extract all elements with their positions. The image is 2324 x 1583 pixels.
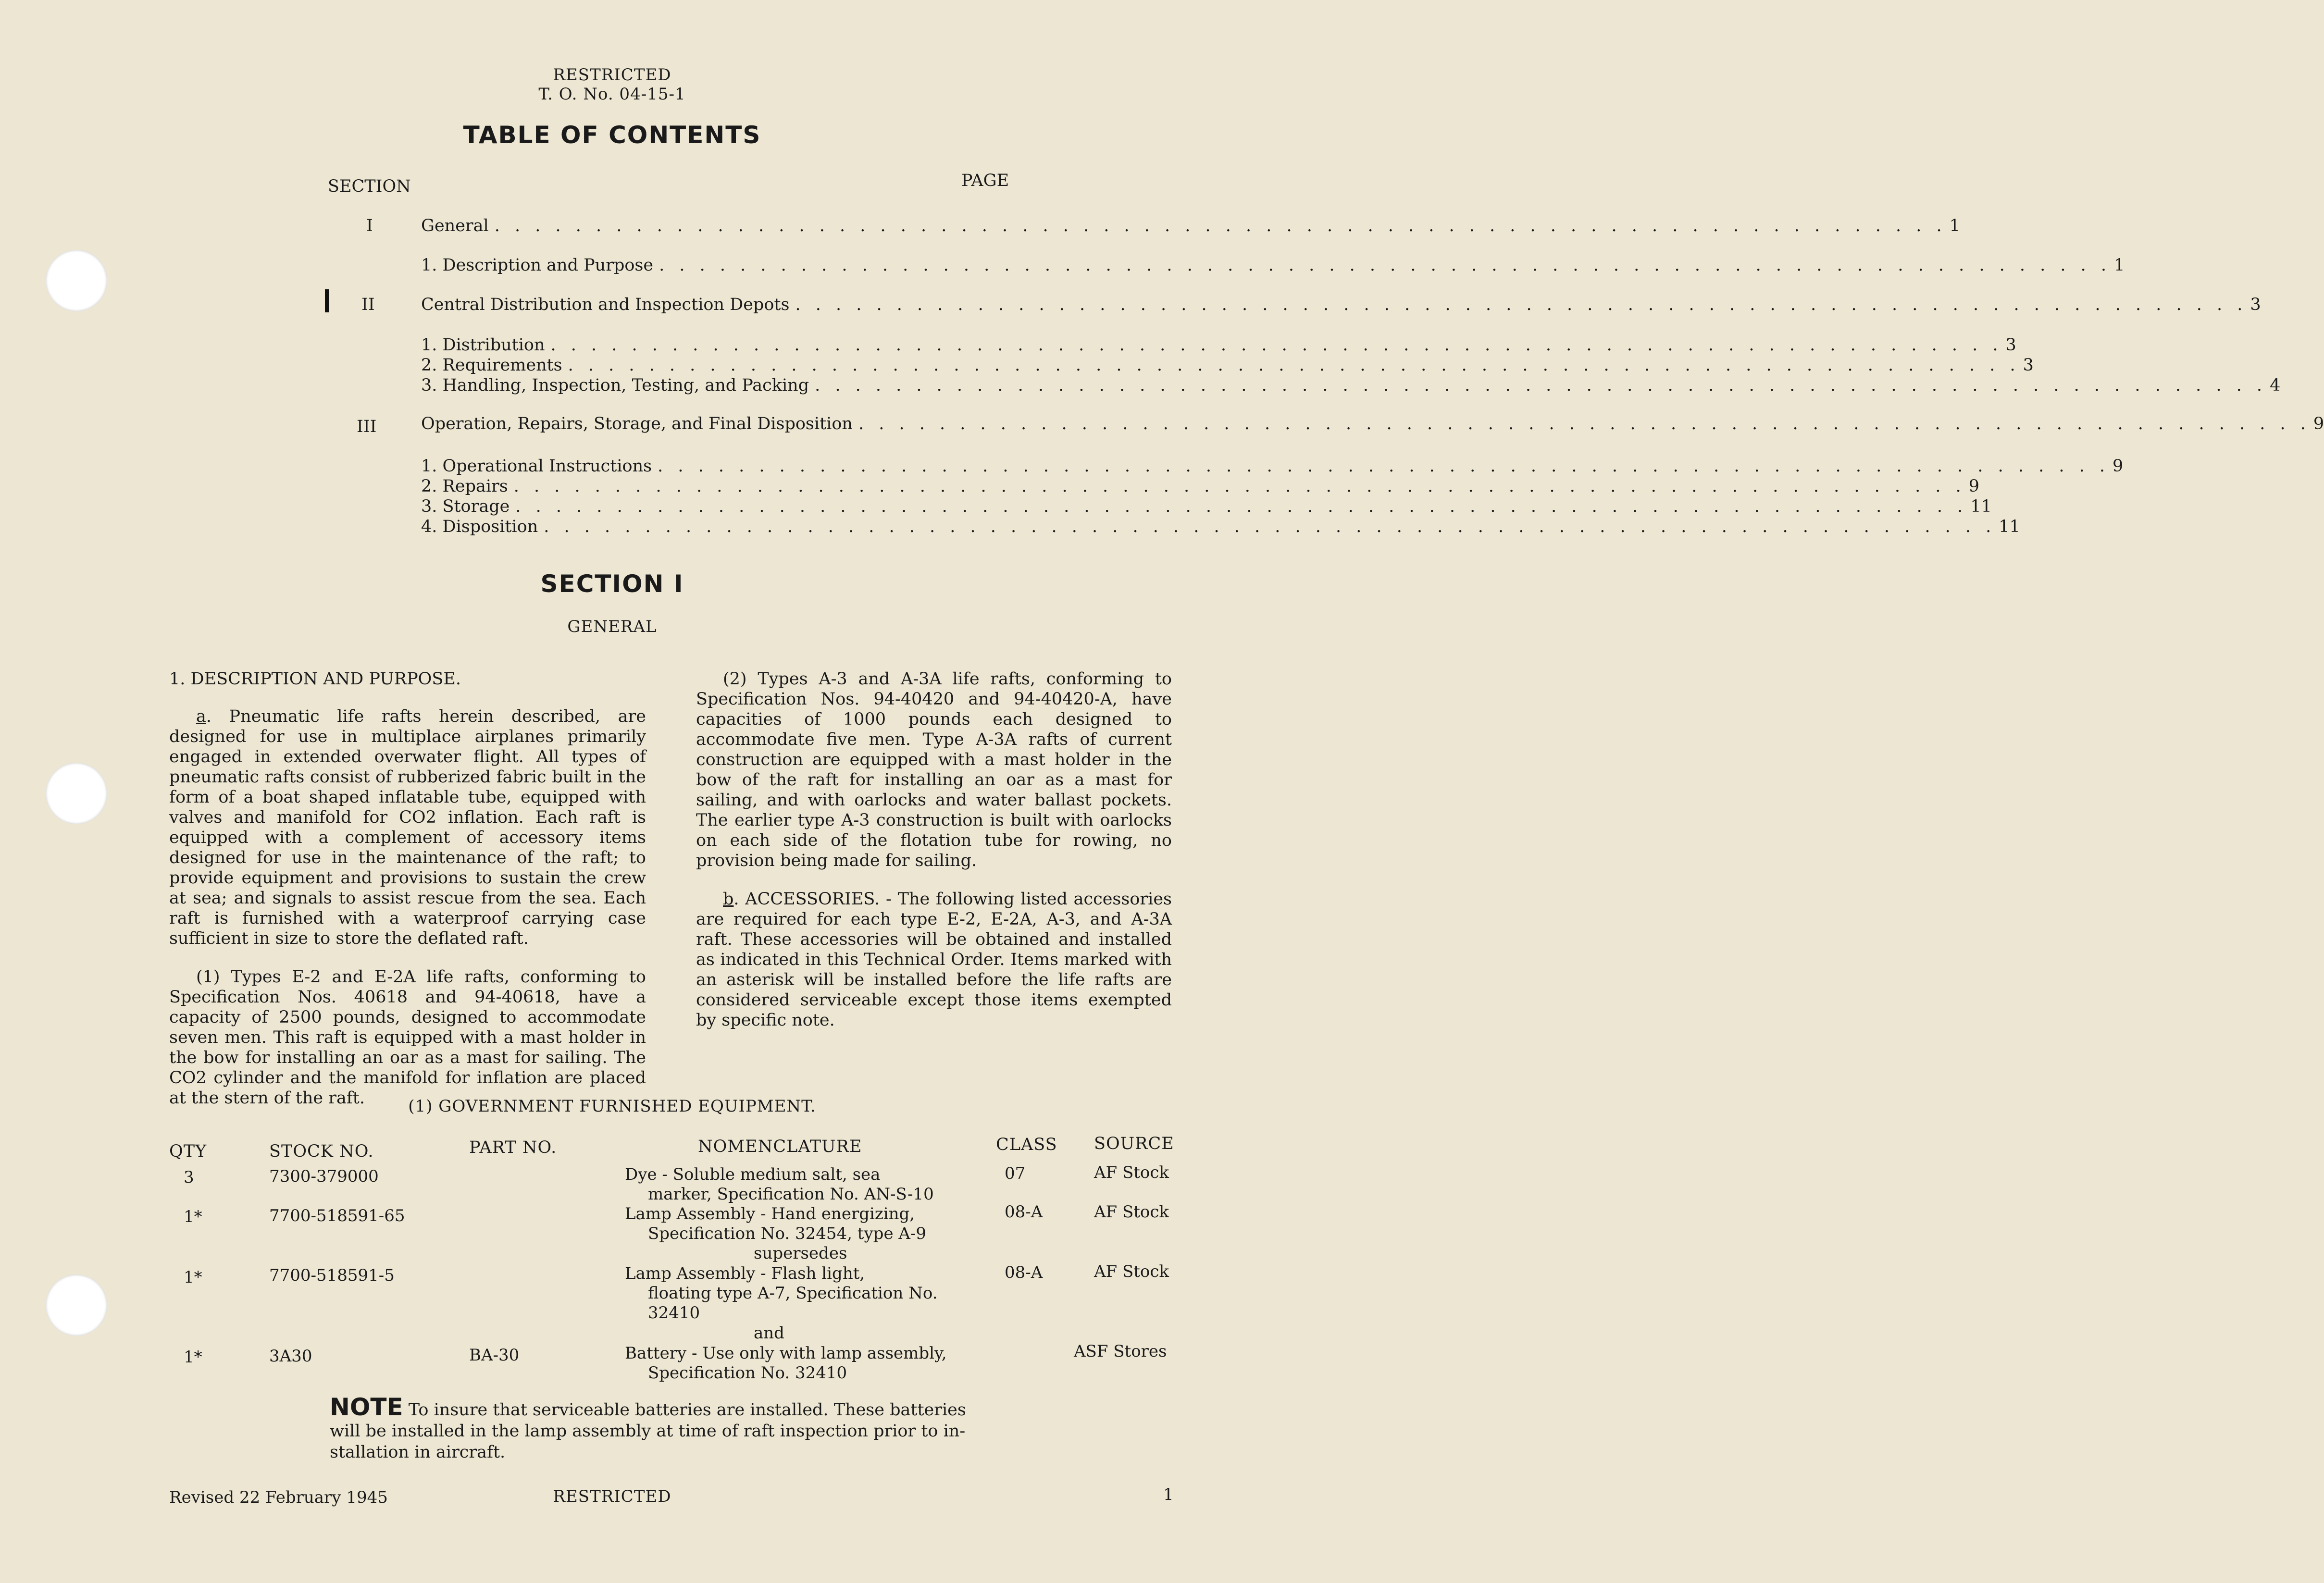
classification-header: RESTRICTED bbox=[553, 65, 671, 85]
cell-qty: 1* bbox=[184, 1348, 202, 1367]
cell-stock: 7300-379000 bbox=[269, 1167, 379, 1186]
cell-part: BA-30 bbox=[469, 1346, 520, 1365]
toc-item-line[interactable]: 4. Disposition . . . . . . . . . . . . . . . . . . . . . . . . . . . . . . . . . . . . . . . . . . . . . . . . . . . . . . . . . . . . . . . . . . . . . . . . 11 bbox=[421, 517, 2020, 536]
revision-bar bbox=[325, 289, 329, 312]
paragraph-heading: 1. DESCRIPTION AND PURPOSE. bbox=[169, 669, 461, 689]
note-line-1: To insure that serviceable batteries are installed. These batteries bbox=[408, 1400, 966, 1420]
toc-item-line[interactable]: 2. Repairs . . . . . . . . . . . . . . . . . . . . . . . . . . . . . . . . . . . . . . . . . . . . . . . . . . . . . . . . . . . . . . . . . . . . . . . . 9 bbox=[421, 477, 1979, 496]
toc-page: 11 bbox=[1999, 517, 2020, 536]
toc-title: TABLE OF CONTENTS bbox=[463, 121, 761, 149]
revised-date: Revised 22 February 1945 bbox=[169, 1488, 388, 1507]
and-word: and bbox=[754, 1323, 784, 1343]
toc-page: 1 bbox=[1949, 216, 1960, 235]
toc-section-header: SECTION bbox=[328, 177, 411, 196]
toc-page: 9 bbox=[2313, 414, 2324, 433]
toc-section-line[interactable]: Central Distribution and Inspection Depots . . . . . . . . . . . . . . . . . . . . . . . . . . . . . . . . . . . . . . . . . . . . . . . . . . . . . . . . . . . . . . . . . . . . . . . . 3 bbox=[421, 295, 2261, 314]
toc-page: 1 bbox=[2114, 256, 2125, 275]
cell-qty: 1* bbox=[184, 1207, 202, 1226]
toc-page-header: PAGE bbox=[961, 171, 1009, 190]
cell-class: 08-A bbox=[1005, 1263, 1043, 1282]
left-column bbox=[169, 669, 646, 1108]
note-line-2: will be installed in the lamp assembly at time of raft inspection prior to in- bbox=[330, 1422, 966, 1441]
cell-source: ASF Stores bbox=[1074, 1342, 1167, 1361]
equipment-title: (1) GOVERNMENT FURNISHED EQUIPMENT. bbox=[408, 1097, 816, 1116]
toc-label: 2. Repairs bbox=[421, 477, 508, 496]
toc-label: Central Distribution and Inspection Depots bbox=[421, 295, 790, 314]
toc-label: 4. Disposition bbox=[421, 517, 538, 536]
col-source: SOURCE bbox=[1094, 1134, 1174, 1153]
paragraph-2: (2) Types A-3 and A-3A life rafts, conforming to Specification Nos. 94-40420 and 94-40420-A, have capacities of 1000 pounds each designed to accommodate five men. Type A-3A rafts of current construction are equipped with a mast holder in the bow of the raft for installing an oar as a mast for sailing, and with oarlocks and water ballast pockets. The earlier type A-3 construction is built with oarlocks on each side of the flotation tube for rowing, no provision being made for sailing. bbox=[696, 669, 1172, 870]
cell-source: AF Stock bbox=[1094, 1202, 1169, 1222]
cell-class: 08-A bbox=[1005, 1202, 1043, 1222]
section-subtitle: GENERAL bbox=[567, 617, 657, 636]
toc-page: 3 bbox=[2250, 295, 2261, 314]
footer-classification: RESTRICTED bbox=[553, 1487, 671, 1506]
paragraph-1: (1) Types E-2 and E-2A life rafts, conforming to Specification Nos. 40618 and 94-40618, have a capacity of 2500 pounds, designed to accommodate seven men. This raft is equipped with a mast holder in the bow for installing an oar as a mast for sailing. The CO2 cylinder and the manifold for inflation are placed at the stern of the raft. bbox=[169, 967, 646, 1108]
toc-label: Operation, Repairs, Storage, and Final Disposition bbox=[421, 414, 853, 433]
cell-nomenclature: Dye - Soluble medium salt, sea marker, Specification No. AN-S-10 bbox=[625, 1165, 934, 1204]
punch-hole bbox=[46, 763, 107, 824]
cell-nomenclature: Lamp Assembly - Flash light, floating type A-7, Specification No. 32410 bbox=[625, 1264, 938, 1323]
col-stock: STOCK NO. bbox=[269, 1142, 374, 1161]
col-class: CLASS bbox=[996, 1135, 1057, 1154]
toc-item-line[interactable]: 1. Description and Purpose . . . . . . . . . . . . . . . . . . . . . . . . . . . . . . . . . . . . . . . . . . . . . . . . . . . . . . . . . . . . . . . . . . . . . . . . 1 bbox=[421, 256, 2125, 275]
toc-item-line[interactable]: 3. Storage . . . . . . . . . . . . . . . . . . . . . . . . . . . . . . . . . . . . . . . . . . . . . . . . . . . . . . . . . . . . . . . . . . . . . . . . 11 bbox=[421, 497, 1992, 516]
toc-section-line[interactable]: General . . . . . . . . . . . . . . . . . . . . . . . . . . . . . . . . . . . . . . . . . . . . . . . . . . . . . . . . . . . . . . . . . . . . . . . . 1 bbox=[421, 216, 1960, 235]
paragraph-a bbox=[169, 706, 646, 949]
para-b-label: b bbox=[723, 890, 734, 909]
toc-label: 1. Distribution bbox=[421, 335, 545, 355]
cell-nomenclature: Lamp Assembly - Hand energizing, Specification No. 32454, type A-9 supersedes bbox=[625, 1204, 927, 1263]
cell-stock: 7700-518591-65 bbox=[269, 1206, 405, 1225]
para-a-text: . Pneumatic life rafts herein described, are designed for use in multiplace airplanes primarily engaged in extended overwater flight. All types of pneumatic rafts consist of rubberized fabric built in the form of a boat shaped inflatable tube, equipped with valves and manifold for CO2 inflation. Each raft is equipped with a complement of accessory items designed for use in the maintenance of the raft; to provide equipment and provisions to sustain the crew at sea; and signals to assist rescue from the sea. Each raft is furnished with a waterproof carrying case sufficient in size to store the deflated raft. bbox=[169, 707, 646, 948]
cell-nomenclature: Battery - Use only with lamp assembly, Specification No. 32410 bbox=[625, 1344, 947, 1383]
cell-qty: 3 bbox=[184, 1168, 194, 1187]
toc-item-line[interactable]: 3. Handling, Inspection, Testing, and Packing . . . . . . . . . . . . . . . . . . . . . . . . . . . . . . . . . . . . . . . . . . . . . . . . . . . . . . . . . . . . . . . . . . . . . . . . 4 bbox=[421, 376, 2281, 395]
cell-class: 07 bbox=[1005, 1164, 1026, 1183]
toc-numeral: II bbox=[361, 295, 375, 314]
col-part: PART NO. bbox=[469, 1138, 557, 1157]
toc-item-line[interactable]: 2. Requirements . . . . . . . . . . . . . . . . . . . . . . . . . . . . . . . . . . . . . . . . . . . . . . . . . . . . . . . . . . . . . . . . . . . . . . . . 3 bbox=[421, 356, 2034, 375]
toc-label: 3. Handling, Inspection, Testing, and Packing bbox=[421, 376, 809, 395]
col-qty: QTY bbox=[169, 1142, 207, 1161]
toc-page: 4 bbox=[2270, 376, 2281, 395]
cell-source: AF Stock bbox=[1094, 1262, 1169, 1281]
cell-stock: 7700-518591-5 bbox=[269, 1266, 395, 1285]
toc-page: 11 bbox=[1970, 497, 1992, 516]
punch-hole bbox=[46, 250, 107, 311]
toc-label: 3. Storage bbox=[421, 497, 510, 516]
page-number: 1 bbox=[1163, 1485, 1174, 1504]
toc-label: 1. Description and Purpose bbox=[421, 256, 654, 275]
toc-item-line[interactable]: 1. Distribution . . . . . . . . . . . . . . . . . . . . . . . . . . . . . . . . . . . . . . . . . . . . . . . . . . . . . . . . . . . . . . . . . . . . . . . . 3 bbox=[421, 335, 2016, 355]
note-line-3: stallation in aircraft. bbox=[330, 1443, 506, 1462]
paragraph-b bbox=[696, 889, 1172, 1030]
note-label: NOTE bbox=[330, 1393, 403, 1421]
note-block bbox=[330, 1393, 966, 1463]
section-title: SECTION I bbox=[540, 570, 684, 598]
to-number: T. O. No. 04-15-1 bbox=[538, 85, 686, 104]
toc-numeral: III bbox=[357, 417, 377, 436]
right-column bbox=[696, 669, 1172, 1030]
toc-page: 3 bbox=[2005, 335, 2016, 355]
toc-section-line[interactable]: Operation, Repairs, Storage, and Final Disposition . . . . . . . . . . . . . . . . . . . . . . . . . . . . . . . . . . . . . . . . . . . . . . . . . . . . . . . . . . . . . . . . . . . . . . . . 9 bbox=[421, 414, 2324, 433]
toc-item-line[interactable]: 1. Operational Instructions . . . . . . . . . . . . . . . . . . . . . . . . . . . . . . . . . . . . . . . . . . . . . . . . . . . . . . . . . . . . . . . . . . . . . . . . 9 bbox=[421, 457, 2124, 476]
toc-label: General bbox=[421, 216, 489, 235]
para-b-text: . ACCESSORIES. - The following listed accessories are required for each type E-2, E-2A, A-3, and A-3A raft. These accessories will be obtained and installed as indicated in this Technical Order. Items marked with an asterisk will be installed before the life rafts are considered serviceable except those items exempted by specific note. bbox=[696, 890, 1172, 1030]
toc-label: 1. Operational Instructions bbox=[421, 457, 652, 476]
cell-source: AF Stock bbox=[1094, 1163, 1169, 1182]
toc-numeral: I bbox=[366, 216, 373, 235]
col-nomenclature: NOMENCLATURE bbox=[698, 1137, 862, 1156]
cell-qty: 1* bbox=[184, 1268, 202, 1287]
toc-page: 9 bbox=[2113, 457, 2124, 476]
toc-page: 9 bbox=[1968, 477, 1979, 496]
toc-label: 2. Requirements bbox=[421, 356, 562, 375]
cell-stock: 3A30 bbox=[269, 1347, 312, 1366]
toc-page: 3 bbox=[2023, 356, 2034, 375]
punch-hole bbox=[46, 1274, 107, 1336]
para-a-label: a bbox=[196, 707, 206, 726]
